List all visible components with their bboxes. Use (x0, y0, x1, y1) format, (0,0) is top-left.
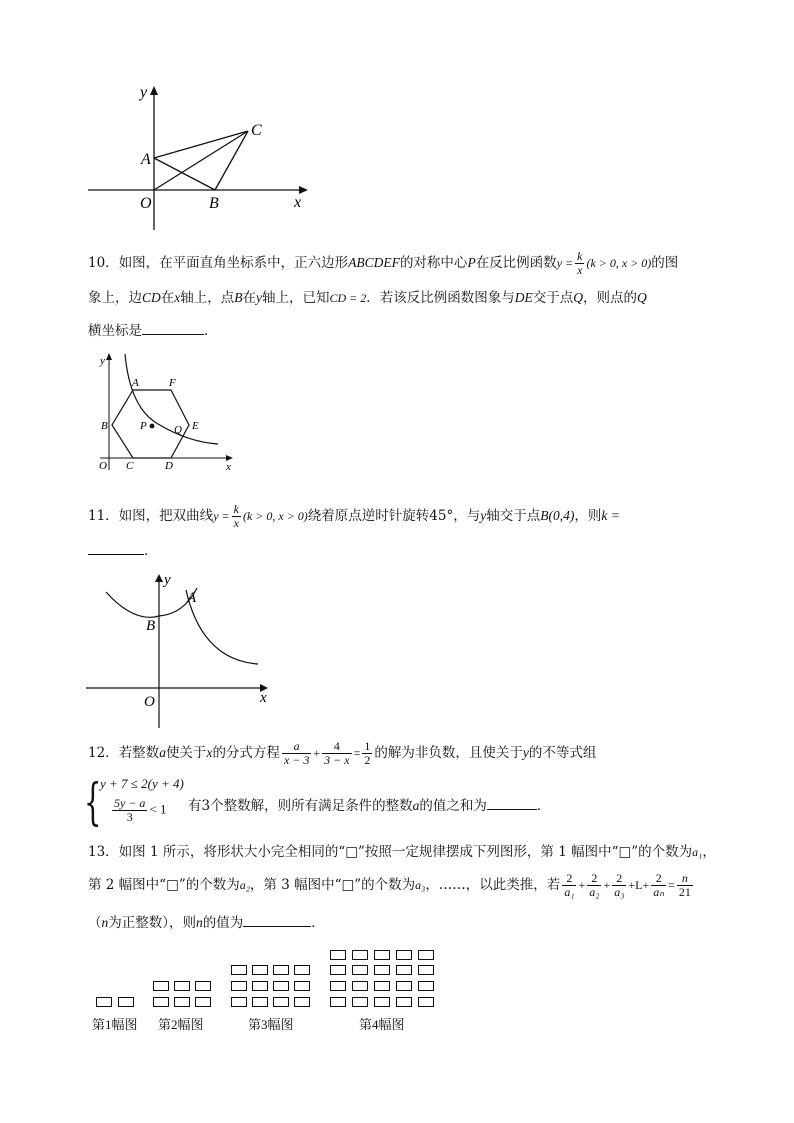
square (352, 950, 368, 960)
q12-line2 (188, 795, 550, 816)
q13-text: 的值为 (202, 915, 244, 931)
label-A: A (132, 377, 139, 389)
rotated-curve-upper (186, 590, 258, 664)
square (294, 997, 310, 1007)
q10-func-cond: (k > 0, x > 0) (586, 256, 652, 270)
square (418, 997, 434, 1007)
q11-y: y (480, 508, 487, 523)
point-P (150, 424, 155, 429)
square (252, 965, 268, 975)
q10-point-p: P (467, 255, 476, 270)
square (252, 981, 268, 991)
square (374, 997, 390, 1007)
q10-cd-eq: CD = 2 (329, 291, 367, 305)
q13-equals: = (668, 878, 675, 892)
q12-ineq-fraction (112, 797, 147, 824)
square (273, 997, 289, 1007)
label-x: x (294, 194, 302, 211)
frac-den: a₂ (589, 885, 600, 899)
q12-line1 (88, 740, 596, 767)
label-B: B (209, 195, 219, 212)
square (96, 997, 112, 1007)
label-y: y (164, 572, 171, 588)
label-y: y (100, 355, 105, 367)
y-axis-arrow (155, 574, 163, 582)
label-A: A (141, 151, 151, 168)
q10-q: Q (573, 290, 584, 305)
q13-a1: a₁ (692, 845, 703, 859)
q13-result-fraction (677, 872, 693, 899)
frac-num: k (577, 249, 583, 263)
square (153, 997, 169, 1007)
q10-y: y (256, 290, 263, 305)
square (330, 981, 346, 991)
q11-line2 (88, 540, 158, 561)
q13-a3: a₃ (415, 878, 426, 892)
q10-text: 轴上，已知 (262, 290, 330, 306)
q10-number: 10． (88, 255, 119, 271)
q11-func-fraction (232, 503, 241, 530)
frac-den: 3 (126, 810, 133, 824)
q12-a: a (159, 745, 166, 760)
caption-figure-2: 第2幅图 (158, 1017, 204, 1032)
q10-text: ．若该反比例函数图象与 (366, 290, 515, 306)
square (195, 997, 211, 1007)
q10-line2 (88, 288, 647, 308)
q12-inequality-2 (110, 797, 167, 824)
q10-text: 横坐标是 (88, 323, 142, 339)
q12-inequality-1: y + 7 ≤ 2(y + 4) (100, 776, 184, 791)
q11-point-b: B(0,4) (540, 508, 575, 523)
square (174, 997, 190, 1007)
caption-figure-3: 第3幅图 (248, 1017, 294, 1032)
square (195, 981, 211, 991)
square (352, 965, 368, 975)
label-D: D (165, 460, 173, 472)
square (352, 997, 368, 1007)
figure-q13-patterns (0, 940, 794, 1040)
q12-fraction-3 (362, 740, 372, 767)
q12-answer-blank[interactable] (487, 795, 537, 810)
frac-den: x (233, 516, 239, 530)
label-O: O (99, 460, 107, 472)
q10-line1 (88, 250, 678, 277)
square (273, 981, 289, 991)
q12-inequality-brace: { (84, 773, 102, 831)
q11-answer-blank[interactable] (88, 540, 144, 555)
label-E: E (192, 420, 199, 432)
q10-de: DE (514, 290, 533, 305)
frac-num: 4 (322, 740, 351, 754)
q10-cd: CD (142, 290, 161, 305)
q10-text: 在 (242, 290, 257, 306)
q13-text: （ (88, 915, 102, 931)
q10-q: Q (637, 290, 647, 305)
frac-num: n (677, 872, 693, 886)
q12-fraction-2 (322, 740, 351, 767)
q13-text: 第 2 幅图中“□”的个数为 (88, 877, 240, 893)
figure-q9-diagram (80, 80, 320, 240)
label-O: O (140, 195, 152, 212)
q11-func-cond: (k > 0, x > 0) (242, 509, 308, 523)
q12-ineq-rhs: < 1 (149, 801, 167, 817)
frac-den: 3 − x (324, 753, 350, 767)
q11-line1 (88, 503, 620, 530)
q13-plus: + (578, 878, 586, 892)
figure-q10-diagram (88, 348, 243, 478)
frac-den: a₁ (564, 885, 575, 899)
square (374, 950, 390, 960)
q13-line1 (88, 842, 716, 862)
segment-BC (215, 131, 248, 190)
square (396, 950, 412, 960)
q13-line3 (88, 912, 325, 933)
square (330, 965, 346, 975)
square (396, 981, 412, 991)
square (330, 997, 346, 1007)
frac-num: 2 (612, 872, 626, 886)
x-axis-arrow (299, 186, 308, 194)
q13-answer-blank[interactable] (243, 912, 311, 927)
figure-q11-diagram (84, 568, 284, 738)
hyperbola-curve (125, 354, 218, 444)
square (396, 965, 412, 975)
square (231, 997, 247, 1007)
y-axis-arrow (106, 353, 112, 360)
frac-num: k (233, 502, 239, 516)
label-A: A (187, 590, 197, 606)
q13-text: 如图 1 所示，将形状大小完全相同的“□”按照一定规律摆成下列图形，第 1 幅图中“□”的个数为 (118, 844, 693, 860)
segment-AC (154, 131, 248, 158)
q10-func-fraction (575, 250, 584, 277)
q12-a: a (412, 798, 420, 813)
label-F: F (169, 377, 176, 389)
q12-equals: = (353, 746, 361, 760)
q12-plus: + (313, 746, 321, 760)
q13-sum-term-n (651, 872, 666, 899)
q10-x: x (174, 290, 181, 305)
label-B: B (101, 420, 108, 432)
q11-text: 轴交于点 (486, 508, 541, 524)
square (231, 965, 247, 975)
q13-plus: + (642, 878, 650, 892)
square (294, 965, 310, 975)
q12-text: 的解为非负数，且使关于 (374, 745, 523, 761)
q13-n: n (101, 915, 109, 930)
frac-den: x − 3 (283, 753, 310, 767)
label-C: C (251, 122, 262, 139)
q12-text: 使关于 (165, 745, 207, 761)
q13-text: ，……，以此类推，若 (425, 877, 561, 893)
q12-number: 12． (88, 745, 119, 761)
q12-text: ． (536, 798, 551, 814)
q10-answer-blank[interactable] (142, 320, 204, 335)
square (330, 950, 346, 960)
q13-number: 13． (88, 844, 119, 860)
frac-den: 21 (678, 885, 691, 899)
label-B: B (146, 618, 156, 634)
q10-func-y: y = (556, 256, 574, 270)
frac-num: 2 (562, 872, 576, 886)
q13-plus: + (628, 878, 636, 892)
square (118, 997, 134, 1007)
q10-hexagon: ABCDEF (348, 255, 400, 270)
q13-text: ． (311, 915, 325, 931)
square (294, 981, 310, 991)
label-C: C (126, 460, 134, 472)
q12-text: 的分式方程 (212, 745, 280, 761)
frac-den: aₙ (653, 885, 665, 899)
square (174, 981, 190, 991)
square (252, 997, 268, 1007)
q11-func-y: y = (213, 509, 230, 523)
q10-b: B (234, 290, 243, 305)
q13-line2 (88, 872, 695, 899)
frac-den: a₃ (614, 885, 625, 899)
q13-sum-term-2 (587, 872, 601, 899)
square (418, 950, 434, 960)
q12-fraction-1 (282, 740, 311, 767)
frac-num: 1 (364, 739, 371, 753)
caption-figure-4: 第4幅图 (359, 1017, 405, 1032)
frac-num: 5y − a (114, 796, 146, 810)
q10-text: 的图 (651, 255, 679, 271)
square (396, 997, 412, 1007)
caption-figure-1: 第1幅图 (92, 1017, 138, 1032)
square (418, 981, 434, 991)
q12-y: y (522, 745, 529, 760)
q10-text: 如图，在平面直角坐标系中，正六边形 (118, 255, 349, 271)
square (352, 981, 368, 991)
frac-num: 2 (587, 872, 601, 886)
segment-OC (154, 131, 248, 190)
q12-text: 若整数 (118, 745, 160, 761)
label-Q: Q (174, 424, 182, 436)
q11-text: ，则 (574, 508, 602, 524)
q11-text: ． (144, 543, 158, 559)
square (418, 965, 434, 975)
q10-text: 轴上，点 (180, 290, 235, 306)
q12-x: x (206, 745, 213, 760)
q13-text: ，第 3 幅图中“□”的个数为 (249, 877, 416, 893)
q10-text: ，则点的 (583, 290, 638, 306)
q10-text: 在反比例函数 (475, 255, 557, 271)
frac-num: a (282, 740, 311, 754)
q12-text: 有3个整数解，则所有满足条件的整数 (188, 798, 413, 814)
q10-text: ． (204, 323, 218, 339)
q13-n: n (196, 915, 203, 930)
q12-text: 的不等式组 (528, 745, 597, 761)
q13-sum-term-1 (562, 872, 576, 899)
label-O: O (144, 694, 155, 710)
rotated-curve-lower (106, 588, 197, 617)
y-axis-arrow (150, 86, 158, 95)
q10-line3 (88, 320, 218, 341)
q13-ellipsis: L (635, 878, 643, 892)
square (273, 965, 289, 975)
label-P: P (140, 420, 147, 432)
square (153, 981, 169, 991)
label-y: y (140, 84, 148, 101)
q11-number: 11． (88, 508, 119, 524)
q11-text: 如图，把双曲线 (118, 508, 214, 524)
q10-text: 象上，边 (88, 290, 142, 306)
segment-AB (154, 158, 215, 190)
q13-plus: + (603, 878, 611, 892)
q11-text: 绕着原点逆时针旋转45°，与 (307, 508, 481, 524)
q11-k: k = (601, 508, 620, 523)
q10-text: 交于点 (532, 290, 574, 306)
label-x: x (226, 461, 231, 473)
label-x: x (260, 690, 267, 706)
frac-num: 2 (651, 872, 666, 886)
square (374, 981, 390, 991)
q13-sum-term-3 (612, 872, 626, 899)
q13-text: 为正整数），则 (108, 915, 196, 931)
square (231, 981, 247, 991)
q13-text: ， (702, 844, 716, 860)
q10-text: 的对称中心 (399, 255, 468, 271)
square (374, 965, 390, 975)
frac-den: 2 (364, 753, 371, 767)
q13-a2: a₂ (239, 878, 250, 892)
q12-text: 的值之和为 (419, 798, 487, 814)
q10-text: 在 (160, 290, 175, 306)
frac-den: x (577, 263, 583, 277)
